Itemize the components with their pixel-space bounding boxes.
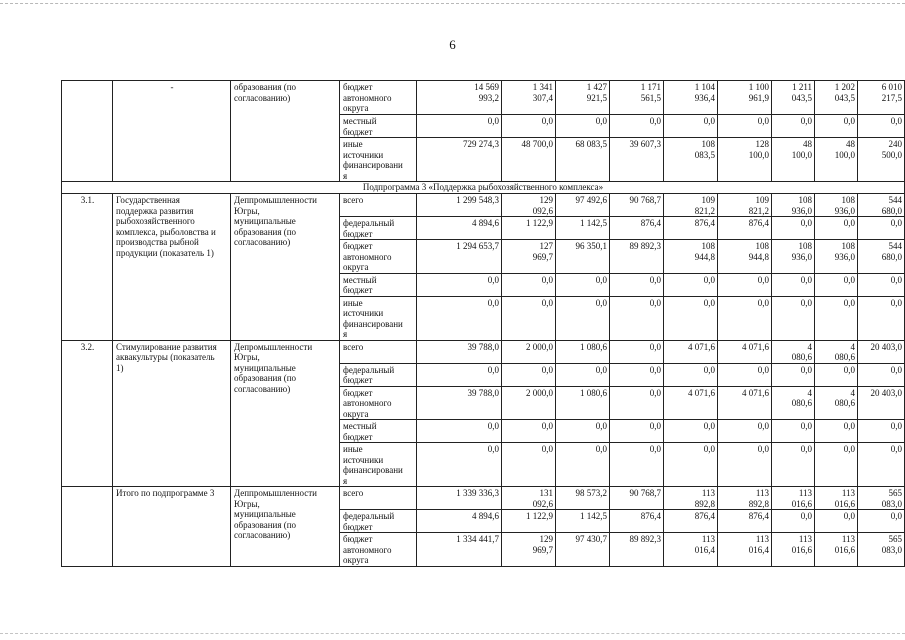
source-cell: федеральный бюджет — [340, 363, 417, 386]
value-cell: 129 969,7 — [502, 533, 556, 567]
value-cell: 113 016,6 — [815, 533, 858, 567]
source-cell: иные источники финансировани я — [340, 443, 417, 487]
value-cell: 0,0 — [610, 115, 664, 138]
value-cell: 0,0 — [502, 363, 556, 386]
source-cell: всего — [340, 340, 417, 363]
value-cell: 0,0 — [858, 273, 905, 296]
activity-cell: Стимулирование развития аквакультуры (показатель 1) — [113, 340, 231, 487]
value-cell: 0,0 — [772, 273, 815, 296]
value-cell: 876,4 — [664, 217, 718, 240]
value-cell: 0,0 — [718, 443, 772, 487]
value-cell: 0,0 — [610, 296, 664, 340]
value-cell: 108 936,0 — [815, 240, 858, 274]
source-cell: бюджет автономного округа — [340, 533, 417, 567]
value-cell: 109 821,2 — [718, 194, 772, 217]
value-cell: 98 573,2 — [556, 487, 610, 510]
value-cell: 876,4 — [610, 510, 664, 533]
value-cell: 0,0 — [772, 443, 815, 487]
value-cell: 1 122,9 — [502, 510, 556, 533]
value-cell: 0,0 — [417, 273, 502, 296]
value-cell: 1 211 043,5 — [772, 81, 815, 115]
value-cell: 0,0 — [610, 386, 664, 420]
value-cell: 108 944,8 — [718, 240, 772, 274]
value-cell: 48 100,0 — [772, 138, 815, 182]
value-cell: 4 071,6 — [718, 386, 772, 420]
value-cell: 20 403,0 — [858, 340, 905, 363]
value-cell: 0,0 — [858, 363, 905, 386]
value-cell: 876,4 — [718, 217, 772, 240]
table-row — [62, 194, 905, 217]
value-cell: 0,0 — [718, 420, 772, 443]
source-cell: иные источники финансировани я — [340, 296, 417, 340]
page-number: 6 — [449, 37, 456, 52]
value-cell: 39 788,0 — [417, 340, 502, 363]
value-cell: 0,0 — [815, 296, 858, 340]
value-cell: 0,0 — [772, 217, 815, 240]
value-cell: 0,0 — [556, 296, 610, 340]
value-cell: 108 936,0 — [772, 194, 815, 217]
value-cell: 0,0 — [610, 340, 664, 363]
value-cell: 6 010 217,5 — [858, 81, 905, 115]
value-cell: 0,0 — [502, 443, 556, 487]
value-cell: 0,0 — [610, 420, 664, 443]
value-cell: 2 000,0 — [502, 340, 556, 363]
activity-cell: Государственная поддержка развития рыбохозяйственного комплекса, рыболовства и производства рыбной продукции (показатель 1) — [113, 194, 231, 341]
value-cell: 0,0 — [556, 363, 610, 386]
value-cell: 113 016,6 — [772, 533, 815, 567]
value-cell: 0,0 — [664, 296, 718, 340]
value-cell: 0,0 — [858, 510, 905, 533]
source-cell: всего — [340, 487, 417, 510]
value-cell: 0,0 — [502, 115, 556, 138]
value-cell: 0,0 — [772, 363, 815, 386]
value-cell: 1 080,6 — [556, 386, 610, 420]
value-cell: 131 092,6 — [502, 487, 556, 510]
value-cell: 240 500,0 — [858, 138, 905, 182]
table-row — [62, 81, 905, 115]
value-cell: 39 607,3 — [610, 138, 664, 182]
value-cell: 0,0 — [815, 115, 858, 138]
value-cell: 0,0 — [664, 273, 718, 296]
value-cell: 128 100,0 — [718, 138, 772, 182]
value-cell: 0,0 — [815, 363, 858, 386]
value-cell: 1 171 561,5 — [610, 81, 664, 115]
value-cell: 0,0 — [556, 273, 610, 296]
value-cell: 108 083,5 — [664, 138, 718, 182]
value-cell: 2 000,0 — [502, 386, 556, 420]
value-cell: 0,0 — [815, 510, 858, 533]
number-cell: 3.1. — [62, 194, 113, 341]
value-cell: 0,0 — [718, 296, 772, 340]
value-cell: 1 142,5 — [556, 510, 610, 533]
value-cell: 108 936,0 — [772, 240, 815, 274]
value-cell: 68 083,5 — [556, 138, 610, 182]
executor-cell: Депромышленности Югры, муниципальные образования (по согласованию) — [231, 340, 340, 487]
source-cell: федеральный бюджет — [340, 217, 417, 240]
value-cell: 1 339 336,3 — [417, 487, 502, 510]
value-cell: 4 071,6 — [664, 340, 718, 363]
number-cell: 3.2. — [62, 340, 113, 487]
value-cell: 0,0 — [417, 296, 502, 340]
value-cell: 108 936,0 — [815, 194, 858, 217]
value-cell: 0,0 — [610, 363, 664, 386]
value-cell: 0,0 — [664, 363, 718, 386]
value-cell: 1 334 441,7 — [417, 533, 502, 567]
value-cell: 0,0 — [772, 510, 815, 533]
value-cell: 0,0 — [858, 217, 905, 240]
value-cell: 90 768,7 — [610, 194, 664, 217]
value-cell: 1 202 043,5 — [815, 81, 858, 115]
table-row — [62, 340, 905, 363]
value-cell: 0,0 — [718, 363, 772, 386]
value-cell: 89 892,3 — [610, 533, 664, 567]
value-cell: 127 969,7 — [502, 240, 556, 274]
value-cell: 39 788,0 — [417, 386, 502, 420]
value-cell: 4 080,6 — [815, 386, 858, 420]
value-cell: 109 821,2 — [664, 194, 718, 217]
value-cell: 0,0 — [417, 115, 502, 138]
value-cell: 0,0 — [556, 115, 610, 138]
value-cell: 0,0 — [502, 296, 556, 340]
value-cell: 1 080,6 — [556, 340, 610, 363]
value-cell: 0,0 — [417, 420, 502, 443]
value-cell: 108 944,8 — [664, 240, 718, 274]
value-cell: 0,0 — [858, 115, 905, 138]
value-cell: 0,0 — [502, 420, 556, 443]
value-cell: 0,0 — [664, 443, 718, 487]
value-cell: 0,0 — [664, 115, 718, 138]
value-cell: 4 894,6 — [417, 510, 502, 533]
value-cell: 113 016,6 — [815, 487, 858, 510]
source-cell: бюджет автономного округа — [340, 240, 417, 274]
value-cell: 0,0 — [772, 420, 815, 443]
value-cell: 97 492,6 — [556, 194, 610, 217]
value-cell: 1 341 307,4 — [502, 81, 556, 115]
value-cell: 113 892,8 — [718, 487, 772, 510]
value-cell: 129 092,6 — [502, 194, 556, 217]
value-cell: 0,0 — [815, 420, 858, 443]
value-cell: 1 142,5 — [556, 217, 610, 240]
value-cell: 544 680,0 — [858, 240, 905, 274]
value-cell: 1 299 548,3 — [417, 194, 502, 217]
value-cell: 0,0 — [858, 443, 905, 487]
source-cell: местный бюджет — [340, 273, 417, 296]
value-cell: 729 274,3 — [417, 138, 502, 182]
value-cell: 0,0 — [610, 273, 664, 296]
executor-cell: Деппромышленности Югры, муниципальные образования (по согласованию) — [231, 487, 340, 567]
value-cell: 14 569 993,2 — [417, 81, 502, 115]
source-cell: местный бюджет — [340, 420, 417, 443]
value-cell: 0,0 — [502, 273, 556, 296]
executor-cell: Деппромышленности Югры, муниципальные образования (по согласованию) — [231, 194, 340, 341]
value-cell: 876,4 — [664, 510, 718, 533]
value-cell: 1 104 936,4 — [664, 81, 718, 115]
value-cell: 0,0 — [556, 420, 610, 443]
source-cell: бюджет автономного округа — [340, 81, 417, 115]
value-cell: 876,4 — [718, 510, 772, 533]
value-cell: 0,0 — [772, 115, 815, 138]
value-cell: 1 122,9 — [502, 217, 556, 240]
value-cell: 4 080,6 — [772, 386, 815, 420]
value-cell: 0,0 — [417, 363, 502, 386]
source-cell: местный бюджет — [340, 115, 417, 138]
value-cell: 0,0 — [858, 296, 905, 340]
executor-cell: образования (по согласованию) — [231, 81, 340, 182]
value-cell: 113 016,4 — [664, 533, 718, 567]
source-cell: федеральный бюджет — [340, 510, 417, 533]
value-cell: 1 427 921,5 — [556, 81, 610, 115]
value-cell: 1 294 653,7 — [417, 240, 502, 274]
value-cell: 90 768,7 — [610, 487, 664, 510]
source-cell: всего — [340, 194, 417, 217]
value-cell: 0,0 — [556, 443, 610, 487]
value-cell: 0,0 — [815, 217, 858, 240]
value-cell: 0,0 — [718, 115, 772, 138]
source-cell: иные источники финансировани я — [340, 138, 417, 182]
value-cell: 113 892,8 — [664, 487, 718, 510]
value-cell: 4 071,6 — [664, 386, 718, 420]
value-cell: 0,0 — [858, 420, 905, 443]
value-cell: 0,0 — [417, 443, 502, 487]
value-cell: 565 083,0 — [858, 533, 905, 567]
value-cell: 96 350,1 — [556, 240, 610, 274]
value-cell: 0,0 — [815, 273, 858, 296]
budget-table — [61, 80, 905, 567]
activity-cell: - — [113, 81, 231, 182]
value-cell: 1 100 961,9 — [718, 81, 772, 115]
section-row — [62, 182, 905, 194]
number-cell — [62, 487, 113, 567]
value-cell: 20 403,0 — [858, 386, 905, 420]
scan-edge-top — [0, 3, 905, 4]
source-cell: бюджет автономного округа — [340, 386, 417, 420]
number-cell — [62, 81, 113, 182]
activity-cell: Итого по подпрограмме 3 — [113, 487, 231, 567]
table-body — [62, 81, 905, 567]
value-cell: 89 892,3 — [610, 240, 664, 274]
value-cell: 4 080,6 — [815, 340, 858, 363]
value-cell: 876,4 — [610, 217, 664, 240]
value-cell: 48 100,0 — [815, 138, 858, 182]
value-cell: 565 083,0 — [858, 487, 905, 510]
value-cell: 97 430,7 — [556, 533, 610, 567]
value-cell: 4 894,6 — [417, 217, 502, 240]
table-row — [62, 487, 905, 510]
value-cell: 0,0 — [664, 420, 718, 443]
value-cell: 0,0 — [610, 443, 664, 487]
value-cell: 113 016,4 — [718, 533, 772, 567]
value-cell: 113 016,6 — [772, 487, 815, 510]
value-cell: 48 700,0 — [502, 138, 556, 182]
value-cell: 0,0 — [718, 273, 772, 296]
value-cell: 4 080,6 — [772, 340, 815, 363]
scan-edge-bottom — [0, 633, 905, 634]
value-cell: 0,0 — [815, 443, 858, 487]
value-cell: 544 680,0 — [858, 194, 905, 217]
value-cell: 4 071,6 — [718, 340, 772, 363]
section-title: Подпрограмма 3 «Поддержка рыбохозяйственного комплекса» — [62, 182, 905, 194]
value-cell: 0,0 — [772, 296, 815, 340]
